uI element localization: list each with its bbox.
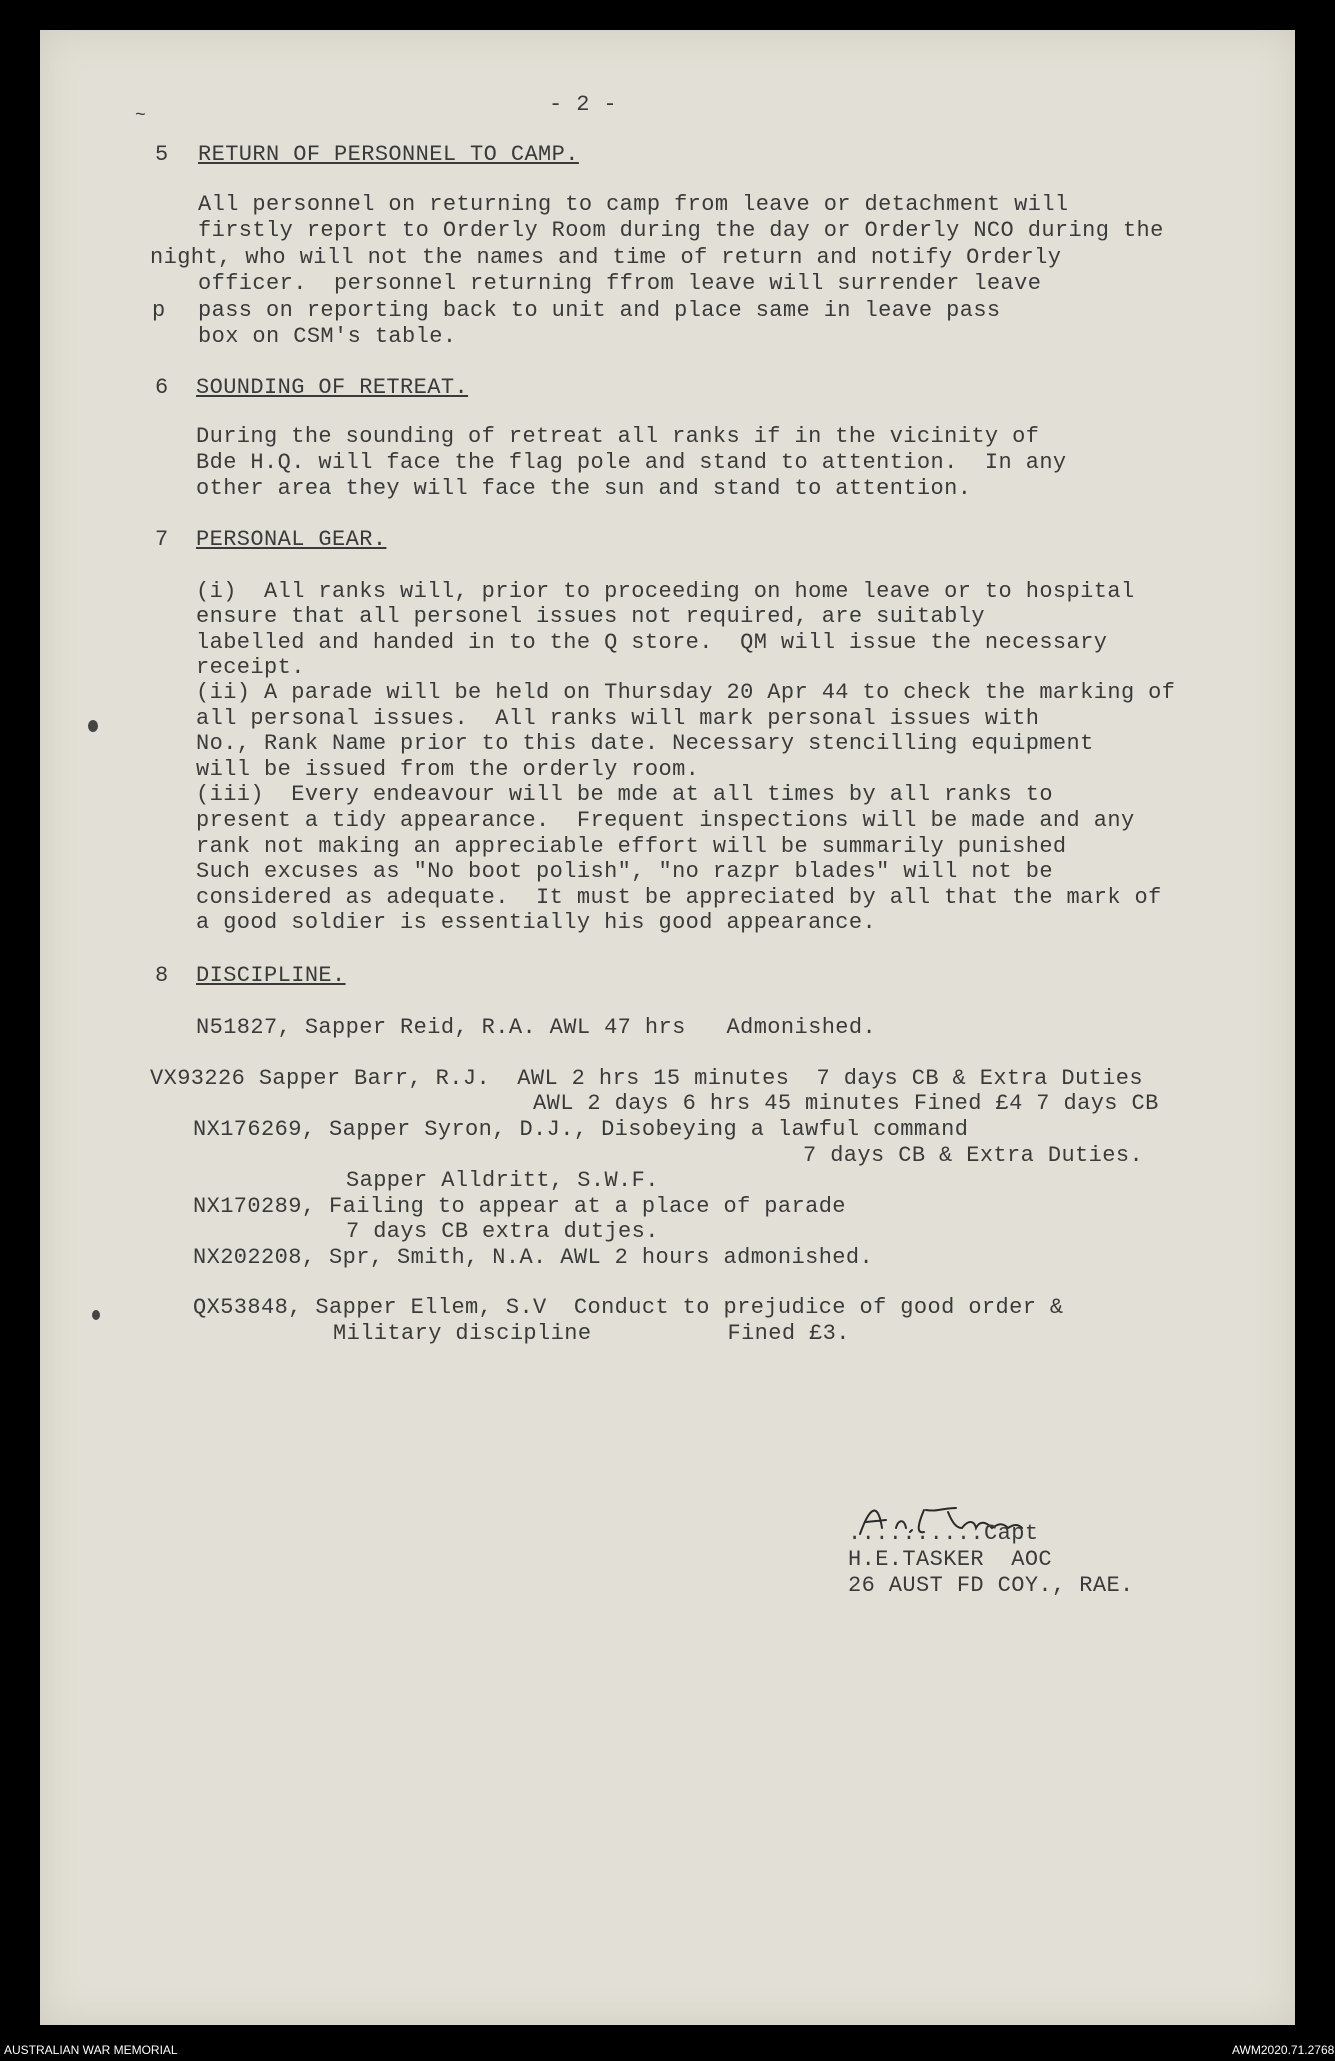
section-7-line-9: (iii) Every endeavour will be mde at all times by all ranks to: [196, 782, 1053, 807]
discipline-entry-4c: 7 days CB extra dutjes.: [346, 1219, 659, 1244]
section-7-line-6: all personal issues. All ranks will mark personal issues with: [196, 706, 1040, 731]
footer-archive-name: AUSTRALIAN WAR MEMORIAL: [4, 2043, 178, 2057]
page-number: - 2 -: [549, 92, 618, 117]
section-7-line-8: will be issued from the orderly room.: [196, 757, 700, 782]
section-5-line-4: officer. personnel returning ffrom leave will surrender leave: [198, 271, 1042, 296]
discipline-entry-4a: Sapper Alldritt, S.W.F.: [346, 1168, 659, 1193]
section-8-title: DISCIPLINE.: [196, 963, 346, 988]
discipline-entry-2: VX93226 Sapper Barr, R.J. AWL 2 hrs 15 minutes 7 days CB & Extra Duties: [150, 1066, 1143, 1091]
section-7-number: 7: [155, 527, 169, 552]
corner-mark: ~: [135, 106, 146, 126]
discipline-entry-3b: 7 days CB & Extra Duties.: [803, 1143, 1144, 1168]
section-7-line-4: receipt.: [196, 655, 305, 680]
section-6-line-2: Bde H.Q. will face the flag pole and stand to attention. In any: [196, 450, 1067, 475]
discipline-entry-3: NX176269, Sapper Syron, D.J., Disobeying a lawful command: [193, 1117, 969, 1142]
section-7-line-1: (i) All ranks will, prior to proceeding on home leave or to hospital: [196, 579, 1135, 604]
section-7-line-7: No., Rank Name prior to this date. Necessary stencilling equipment: [196, 731, 1094, 756]
section-5-line-5: pass on reporting back to unit and place same in leave pass: [198, 298, 1001, 323]
section-5-line-2: firstly report to Orderly Room during the day or Orderly NCO during the: [198, 218, 1164, 243]
discipline-entry-2b: AWL 2 days 6 hrs 45 minutes Fined £4 7 days CB: [533, 1091, 1159, 1116]
section-8-number: 8: [155, 963, 169, 988]
section-5-number: 5: [155, 142, 169, 167]
signature-rank: ..........Capt: [848, 1521, 1039, 1546]
section-6-title: SOUNDING OF RETREAT.: [196, 375, 469, 400]
pin-hole-lower: [92, 1310, 100, 1320]
section-6-line-3: other area they will face the sun and stand to attention.: [196, 476, 972, 501]
section-7-line-10: present a tidy appearance. Frequent inspections will be made and any: [196, 808, 1135, 833]
section-7-line-11: rank not making an appreciable effort will be summarily punished: [196, 834, 1067, 859]
section-5-title: RETURN OF PERSONNEL TO CAMP.: [198, 142, 579, 167]
section-5-line-6: box on CSM's table.: [198, 324, 457, 349]
discipline-entry-5: NX202208, Spr, Smith, N.A. AWL 2 hours admonished.: [193, 1245, 874, 1270]
section-7-line-3: labelled and handed in to the Q store. QM will issue the necessary: [196, 630, 1108, 655]
section-7-line-13: considered as adequate. It must be appreciated by all that the mark of: [196, 885, 1162, 910]
section-7-line-14: a good soldier is essentially his good appearance.: [196, 910, 877, 935]
discipline-entry-1: N51827, Sapper Reid, R.A. AWL 47 hrs Admonished.: [196, 1015, 877, 1040]
pin-hole-upper: [88, 720, 98, 732]
section-5-line-3: night, who will not the names and time of return and notify Orderly: [150, 245, 1062, 270]
section-7-line-12: Such excuses as "No boot polish", "no razpr blades" will not be: [196, 859, 1053, 884]
footer-accession-number: AWM2020.71.2768: [1232, 2043, 1335, 2057]
discipline-entry-4: NX170289, Failing to appear at a place of parade: [193, 1194, 846, 1219]
section-5-line-1: All personnel on returning to camp from leave or detachment will: [198, 192, 1069, 217]
discipline-entry-6: QX53848, Sapper Ellem, S.V Conduct to prejudice of good order &: [193, 1295, 1064, 1320]
section-7-line-5: (ii) A parade will be held on Thursday 20 Apr 44 to check the marking of: [196, 680, 1176, 705]
margin-mark: p: [152, 298, 166, 323]
section-7-line-2: ensure that all personel issues not required, are suitably: [196, 604, 985, 629]
section-6-number: 6: [155, 375, 169, 400]
signature-name: H.E.TASKER AOC: [848, 1547, 1053, 1572]
discipline-entry-6b: Military discipline Fined £3.: [333, 1321, 850, 1346]
section-7-title: PERSONAL GEAR.: [196, 527, 387, 552]
section-6-line-1: During the sounding of retreat all ranks if in the vicinity of: [196, 424, 1040, 449]
signature-unit: 26 AUST FD COY., RAE.: [848, 1573, 1134, 1598]
